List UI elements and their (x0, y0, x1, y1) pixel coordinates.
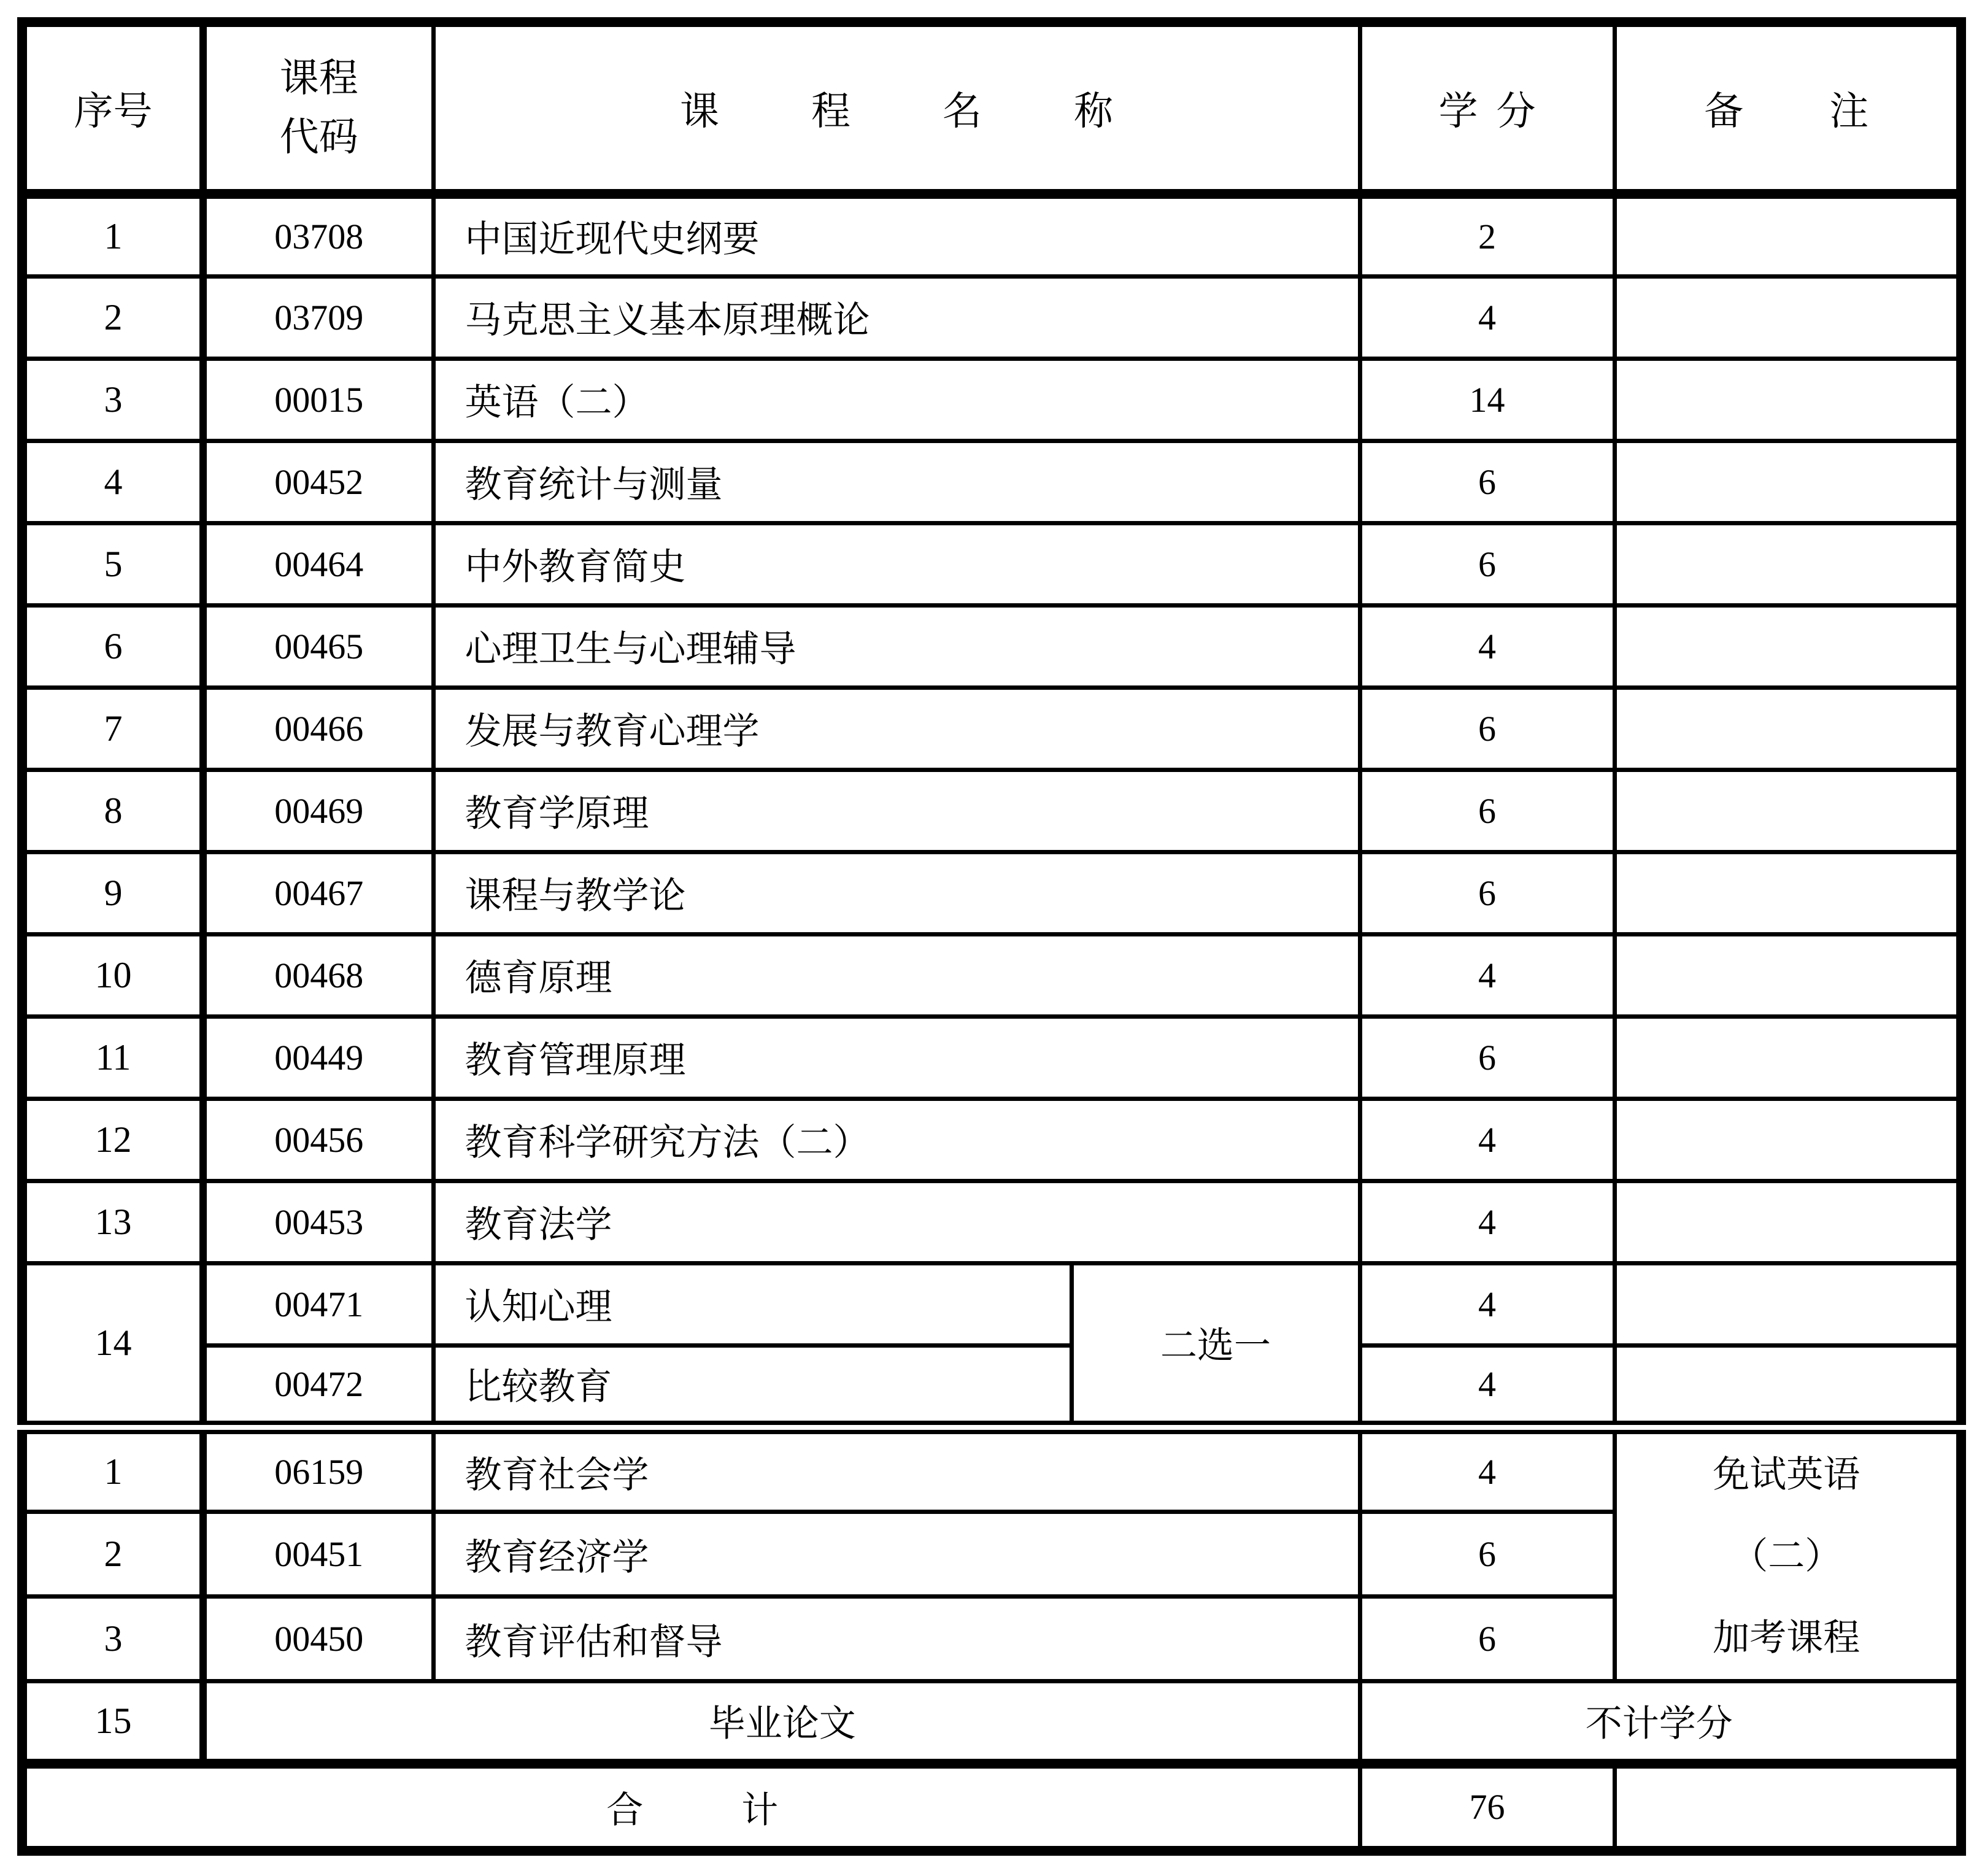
course-name: 教育学原理 (433, 770, 1360, 852)
course-code: 03709 (203, 276, 433, 358)
remark-cell-empty (1614, 687, 1961, 770)
course-code: 00464 (203, 523, 433, 605)
remark-cell-empty (1614, 1098, 1961, 1181)
course-credits: 4 (1360, 1427, 1614, 1512)
course-credits: 6 (1360, 1016, 1614, 1098)
remark-cell-empty (1614, 441, 1961, 523)
total-credits-cell: 76 (1360, 1764, 1614, 1851)
course-row (22, 934, 1961, 1016)
table-header-row (22, 22, 1961, 194)
row-no: 13 (22, 1181, 203, 1263)
row-no: 15 (22, 1681, 203, 1764)
course-code: 00453 (203, 1181, 433, 1263)
header-col-credits: 学分 (1360, 22, 1614, 194)
course-name: 中外教育简史 (433, 523, 1360, 605)
course-name: 教育社会学 (433, 1427, 1360, 1512)
remark-cell-empty (1614, 1263, 1961, 1345)
row-no: 5 (22, 523, 203, 605)
course-name: 教育科学研究方法（二） (433, 1098, 1360, 1181)
thesis-name-cell: 毕业论文 (203, 1681, 1360, 1764)
course-code: 00468 (203, 934, 433, 1016)
course-credits: 6 (1360, 852, 1614, 934)
row-no: 9 (22, 852, 203, 934)
row-no: 6 (22, 605, 203, 687)
course-code: 00472 (203, 1345, 433, 1427)
remark-cell-empty (1614, 1764, 1961, 1851)
course-credits: 2 (1360, 194, 1614, 276)
course-name: 教育法学 (433, 1181, 1360, 1263)
row-no: 11 (22, 1016, 203, 1098)
course-name: 心理卫生与心理辅导 (433, 605, 1360, 687)
course-row (22, 1098, 1961, 1181)
total-row (22, 1764, 1961, 1851)
course-credits: 6 (1360, 523, 1614, 605)
row-no: 2 (22, 276, 203, 358)
row-no: 7 (22, 687, 203, 770)
remark-merged-cell (1614, 1427, 1961, 1681)
course-table (17, 17, 1966, 1856)
row-no: 12 (22, 1098, 203, 1181)
remark-cell-empty (1614, 194, 1961, 276)
header-col-name: 课程名称 (433, 22, 1360, 194)
row-no: 14 (22, 1263, 203, 1427)
course-name: 教育管理原理 (433, 1016, 1360, 1098)
course-name: 比较教育 (433, 1345, 1071, 1427)
course-credits: 4 (1360, 276, 1614, 358)
remark-cell-empty (1614, 1345, 1961, 1427)
remark-cell-empty (1614, 934, 1961, 1016)
remark-cell-empty (1614, 358, 1961, 441)
header-col-code (203, 22, 433, 194)
course-row (22, 605, 1961, 687)
course-row-choice-b (22, 1345, 1961, 1427)
course-row (22, 276, 1961, 358)
course-code: 00465 (203, 605, 433, 687)
course-code: 00456 (203, 1098, 433, 1181)
course-code: 00451 (203, 1512, 433, 1597)
remark-line: 加考课程 (1713, 1618, 1860, 1658)
course-row (22, 687, 1961, 770)
row-no: 3 (22, 358, 203, 441)
course-row-choice-a (22, 1263, 1961, 1345)
course-row (22, 194, 1961, 276)
header-col-no: 序号 (22, 22, 203, 194)
course-code: 00467 (203, 852, 433, 934)
course-credits: 6 (1360, 1512, 1614, 1597)
course-row (22, 770, 1961, 852)
course-credits: 4 (1360, 1098, 1614, 1181)
course-credits: 6 (1360, 1597, 1614, 1681)
course-credits: 4 (1360, 1345, 1614, 1427)
course-name: 课程与教学论 (433, 852, 1360, 934)
course-credits: 6 (1360, 687, 1614, 770)
course-code: 00449 (203, 1016, 433, 1098)
course-row (22, 852, 1961, 934)
course-row (22, 1181, 1961, 1263)
course-name: 中国近现代史纲要 (433, 194, 1360, 276)
header-col-remarks: 备注 (1614, 22, 1961, 194)
choice-label-cell: 二选一 (1071, 1263, 1360, 1427)
row-no: 8 (22, 770, 203, 852)
course-name: 发展与教育心理学 (433, 687, 1360, 770)
remark-cell-empty (1614, 1181, 1961, 1263)
course-name: 教育经济学 (433, 1512, 1360, 1597)
remark-line: （二） (1731, 1536, 1842, 1577)
course-credits: 4 (1360, 934, 1614, 1016)
course-name: 教育评估和督导 (433, 1597, 1360, 1681)
remark-cell-empty (1614, 1016, 1961, 1098)
row-no: 2 (22, 1512, 203, 1597)
remark-cell-empty (1614, 605, 1961, 687)
row-no: 4 (22, 441, 203, 523)
course-credits: 4 (1360, 1181, 1614, 1263)
remark-cell-empty (1614, 276, 1961, 358)
remark-cell-empty (1614, 852, 1961, 934)
course-code: 00471 (203, 1263, 433, 1345)
course-code: 03708 (203, 194, 433, 276)
course-code: 00452 (203, 441, 433, 523)
row-no: 10 (22, 934, 203, 1016)
thesis-row (22, 1681, 1961, 1764)
course-row (22, 441, 1961, 523)
remark-line: 免试英语 (1713, 1454, 1860, 1495)
course-code: 00469 (203, 770, 433, 852)
course-name: 认知心理 (433, 1263, 1071, 1345)
course-credits: 4 (1360, 1263, 1614, 1345)
header-col-code-line1: 课程 (279, 56, 358, 100)
course-name: 英语（二） (433, 358, 1360, 441)
course-code: 00466 (203, 687, 433, 770)
thesis-credits-note-cell: 不计学分 (1360, 1681, 1961, 1764)
total-label-cell: 合计 (22, 1764, 1360, 1851)
course-name: 教育统计与测量 (433, 441, 1360, 523)
course-credits: 4 (1360, 605, 1614, 687)
course-row (22, 358, 1961, 441)
remark-cell-empty (1614, 770, 1961, 852)
row-no: 1 (22, 194, 203, 276)
course-name: 德育原理 (433, 934, 1360, 1016)
course-code: 00450 (203, 1597, 433, 1681)
course-row (22, 523, 1961, 605)
course-name: 马克思主义基本原理概论 (433, 276, 1360, 358)
extra-course-row (22, 1427, 1961, 1512)
course-code: 00015 (203, 358, 433, 441)
course-credits: 6 (1360, 441, 1614, 523)
course-code: 06159 (203, 1427, 433, 1512)
header-col-code-line2: 代码 (279, 115, 358, 159)
row-no: 3 (22, 1597, 203, 1681)
course-credits: 14 (1360, 358, 1614, 441)
course-credits: 6 (1360, 770, 1614, 852)
course-row (22, 1016, 1961, 1098)
row-no: 1 (22, 1427, 203, 1512)
remark-cell-empty (1614, 523, 1961, 605)
